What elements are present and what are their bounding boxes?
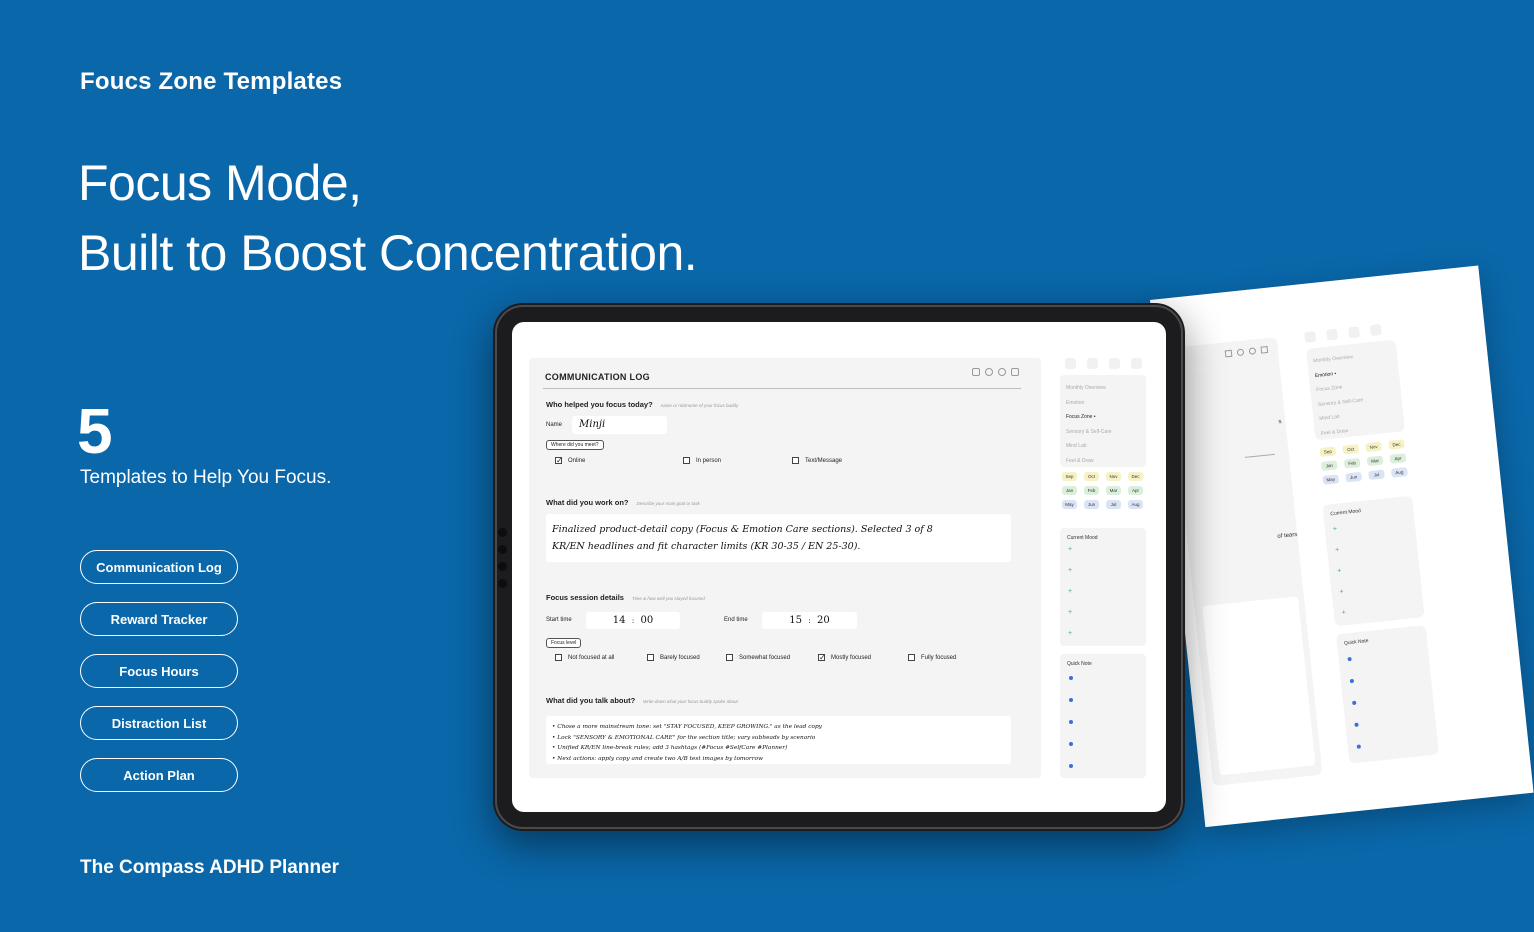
sheet-month[interactable]: Mar [1367,456,1384,467]
question-hint: Write down what your focus buddy spoke about [643,699,738,704]
option-label: In person [696,457,722,464]
focus-level-option-selected[interactable] [818,654,871,661]
meet-option-text-message[interactable] [792,457,842,464]
sheet-nav-item[interactable]: Focus Zone [1316,384,1343,394]
question-who-helped [546,400,738,409]
question-focus-session [546,593,705,602]
sheet-nav-item[interactable]: Emotion • [1314,370,1337,379]
nav-item-monthly-overview[interactable]: Monthly Overview [1066,385,1106,391]
question-text: What did you talk about? [546,696,636,705]
log-title-divider [543,388,1021,389]
name-field[interactable]: Minji [572,416,667,434]
sheet-nav-item[interactable]: Monthly Overview [1312,354,1354,365]
sheet-month[interactable]: Jul [1368,469,1385,480]
note-line: • Next actions: apply copy and create two A/B test images by tomorrow [552,755,763,762]
sensor-dot-icon [498,562,507,571]
nav-item-feel-draw[interactable]: Feel & Draw [1066,457,1094,464]
sheet-mood-panel [1322,496,1424,627]
bullet-icon [1069,698,1073,702]
work-line: KR/EN headlines and fit character limits (KR 30-35 / EN 25-30). [552,541,861,552]
template-pill-focus-hours[interactable]: Focus Hours [80,654,238,688]
month-tab[interactable]: Feb [1084,486,1099,495]
meet-option-online[interactable] [555,457,585,464]
sheet-nav [1306,340,1405,441]
tablet-side-sensors [498,528,507,596]
star-icon [1326,329,1338,341]
plus-icon[interactable]: + [1337,567,1342,575]
bullet-icon [1350,679,1354,683]
end-time-label: End time [724,617,748,623]
folder-icon [1370,324,1382,336]
checkbox-icon[interactable] [647,654,654,661]
month-tab[interactable]: Nov [1106,472,1121,481]
sheet-month[interactable]: Jan [1321,460,1338,471]
start-hour: 14 [612,615,626,626]
plus-icon[interactable]: + [1068,567,1073,574]
template-pill-reward-tracker[interactable]: Reward Tracker [80,602,238,636]
sheet-divider [1245,454,1275,458]
time-separator: : [808,617,811,625]
sheet-main-card [1167,337,1322,786]
start-time-field[interactable] [586,612,680,629]
save-icon [1260,346,1268,354]
sheet-quick-icons [1304,324,1382,343]
note-line: • Unified KR/EN line-break rules; add 3 hashtags (#Focus #SelfCare #Planner) [552,745,788,751]
checkbox-icon[interactable] [726,654,733,661]
plus-icon[interactable]: + [1068,588,1073,595]
template-count-label: Templates to Help You Focus. [80,467,332,488]
sheet-month[interactable]: Aug [1391,467,1408,478]
bullet-icon [1069,764,1073,768]
note-line: • Lock "SENSORY & EMOTIONAL CARE" for the section title; vary subheads by scenario [552,734,816,741]
sheet-nav-item[interactable]: Feel & Draw [1320,427,1349,437]
sheet-month[interactable]: Oct [1342,444,1359,455]
copy-icon[interactable] [1109,358,1120,369]
nav-item-emotion[interactable]: Emotion [1066,399,1085,406]
end-hour: 15 [789,615,802,626]
question-what-worked-on [546,498,700,507]
template-list [80,550,238,810]
question-text: What did you work on? [546,498,629,507]
log-toolbar [972,368,1019,376]
question-hint: Describe your main goal or task [636,501,700,506]
option-label: Online [568,457,586,464]
sheet-month[interactable]: Dec [1388,439,1405,450]
month-tab[interactable]: Dec [1128,472,1143,481]
option-label: Fully focused [921,654,957,661]
plus-icon[interactable]: + [1332,525,1338,534]
note-line: • Chose a more mainstream tone: set "STAY FOCUSED, KEEP GROWING." as the lead copy [552,724,822,730]
bullet-icon [1357,744,1361,748]
work-description-field[interactable] [546,514,1011,562]
save-icon[interactable] [1011,368,1019,376]
month-tab[interactable]: Aug [1128,500,1143,509]
option-label: Barely focused [660,654,700,661]
globe-icon[interactable] [998,368,1006,376]
sheet-month[interactable]: Sep [1319,446,1336,457]
calendar-icon [1225,350,1233,358]
settings-icon [1237,348,1245,356]
sheet-nav-item[interactable]: Sensory & Self-Care [1317,396,1364,408]
month-tab[interactable]: Sep [1062,472,1077,481]
work-line: Finalized product-detail copy (Focus & Emotion Care sections). Selected 3 of 8 [552,524,933,535]
template-count: 5 [77,395,113,467]
meet-option-in-person[interactable] [683,457,721,464]
month-tab[interactable]: Jun [1084,500,1099,509]
sheet-month[interactable]: May [1322,474,1339,485]
headline-line-2: Built to Boost Concentration. [78,225,698,281]
template-pill-distraction-list[interactable]: Distraction List [80,706,238,740]
plus-icon[interactable]: + [1339,588,1345,596]
tablet-device [493,303,1185,831]
nav-item-mind-lab[interactable]: Mind Lab [1066,443,1087,449]
bullet-icon [1352,701,1356,705]
communication-log-card [529,358,1041,778]
plus-icon[interactable]: + [1068,609,1073,616]
where-did-you-meet-tag: Where did you meet? [546,440,604,450]
nav-item-sensory-self-care[interactable]: Sensory & Self-Care [1066,428,1112,435]
calendar-icon[interactable] [972,368,980,376]
sheet-month[interactable]: Jun [1345,472,1362,483]
folder-icon[interactable] [1131,358,1142,369]
checkbox-icon[interactable] [908,654,915,661]
quick-note-panel [1060,654,1146,778]
brand-title: Foucs Zone Templates [80,68,343,95]
settings-icon[interactable] [985,368,993,376]
checkbox-icon[interactable] [683,457,690,464]
sheet-mood-title: Current Mood [1330,508,1362,518]
current-mood-title: Current Mood [1067,535,1098,541]
back-page-sheet [1150,266,1534,828]
bullet-icon [1354,723,1358,727]
time-separator: : [631,617,635,625]
question-text: Focus session details [546,593,624,602]
month-tab[interactable]: Mar [1106,486,1121,495]
month-tab[interactable]: May [1062,500,1077,509]
sheet-month[interactable]: Nov [1365,442,1382,453]
sensor-dot-icon [498,528,507,537]
bullet-icon [1069,742,1073,746]
planner-nav [1060,375,1146,467]
current-mood-panel [1060,528,1146,646]
bullet-icon [1069,676,1073,680]
focus-level-option[interactable] [726,654,790,661]
star-icon[interactable] [1087,358,1098,369]
sheet-quick-note-title: Quick Note [1343,638,1369,647]
month-grid [1062,472,1143,509]
sensor-dot-icon [498,545,507,554]
start-time-label: Start time [546,617,572,623]
home-icon[interactable] [1065,358,1076,369]
month-tab[interactable]: Apr [1128,486,1143,495]
tablet-screen [512,322,1166,812]
end-minute: 20 [817,615,830,626]
sheet-toolbar-icons [1225,346,1268,357]
footer-product-name: The Compass ADHD Planner [80,857,340,878]
sheet-nav-item[interactable]: Mind Lab [1319,413,1341,422]
sheet-month[interactable]: Apr [1389,453,1406,464]
headline-line-1: Focus Mode, [78,155,362,211]
focus-level-option[interactable] [647,654,700,661]
focus-level-option[interactable] [908,654,956,661]
start-minute: 00 [640,615,654,626]
end-time-field[interactable] [762,612,857,629]
home-icon [1304,331,1316,343]
option-label: Mostly focused [831,654,872,661]
nav-item-focus-zone[interactable]: Focus Zone • [1066,414,1096,420]
sheet-quick-note-panel [1336,625,1439,764]
headline [78,148,697,288]
plus-icon[interactable]: + [1334,546,1340,554]
sheet-text-fragment-1: s [1278,418,1282,426]
option-label: Not focused at all [568,654,615,661]
sheet-note-area [1202,596,1315,775]
option-label: Somewhat focused [739,654,791,661]
question-hint: name or nickname of your focus buddy [660,403,739,408]
bullet-icon [1069,720,1073,724]
sheet-month[interactable]: Feb [1344,458,1361,469]
focus-level-option[interactable] [555,654,614,661]
option-label: Text/Message [805,457,843,464]
checked-box-icon[interactable]: ✓ [819,653,826,662]
bullet-icon [1347,657,1351,661]
month-tab[interactable]: Jan [1062,486,1077,495]
question-what-talked-about [546,696,738,705]
sensor-dot-icon [498,579,507,588]
talk-notes-field[interactable] [546,716,1011,764]
focus-level-tag: Focus level [546,638,581,648]
month-tab[interactable]: Jul [1106,500,1121,509]
plus-icon[interactable]: + [1341,609,1347,617]
checkbox-icon[interactable] [555,654,562,661]
template-pill-action-plan[interactable]: Action Plan [80,758,238,792]
question-text: Who helped you focus today? [546,400,653,409]
sheet-text-fragment-2: of tears [1277,531,1298,540]
checkbox-icon[interactable] [792,457,799,464]
template-pill-communication-log[interactable]: Communication Log [80,550,238,584]
sheet-month-grid [1319,439,1407,485]
globe-icon [1249,347,1257,355]
quick-note-title: Quick Note [1067,661,1092,667]
copy-icon [1348,326,1360,338]
log-title: COMMUNICATION LOG [545,372,650,382]
checked-box-icon[interactable]: ✓ [556,456,563,465]
quick-icons [1065,358,1142,369]
name-label: Name [546,422,563,428]
month-tab[interactable]: Oct [1084,472,1099,481]
question-hint: Time & how well you stayed focused [631,596,705,601]
plus-icon[interactable]: + [1068,546,1073,553]
plus-icon[interactable]: + [1068,630,1073,637]
